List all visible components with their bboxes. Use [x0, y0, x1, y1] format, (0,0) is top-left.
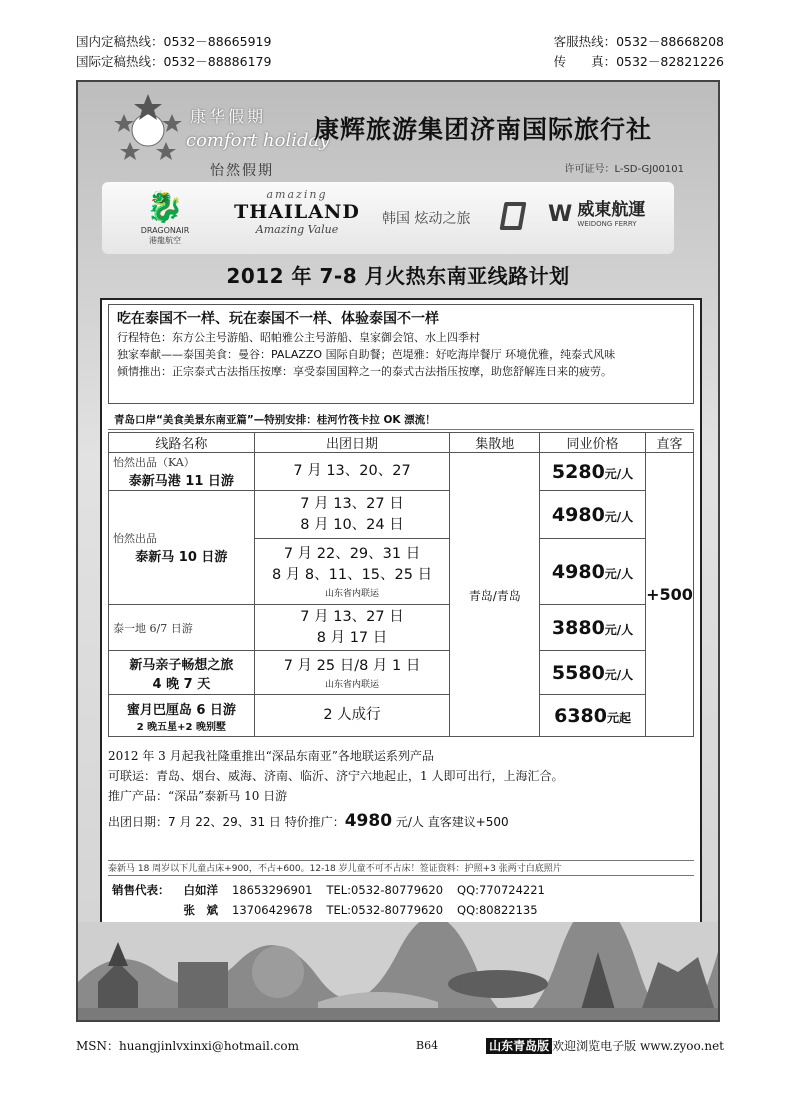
- special-notice: 青岛口岸“美食美景东南亚篇”—特别安排：桂河竹筏卡拉 OK 漂流！: [108, 410, 694, 430]
- route-name-cell: [109, 605, 255, 651]
- itinerary-features: 行程特色：东方公主号游船、昭帕雅公主号游船、皇家御会馆、水上四季村: [117, 331, 480, 344]
- advertisement: [76, 80, 720, 1022]
- promo-block: [108, 746, 694, 837]
- top-bar: [76, 32, 724, 72]
- edition-text: 欢迎浏览电子版 www.zyoo.net: [552, 1039, 724, 1053]
- edition-info: [486, 1036, 724, 1056]
- date-cell: 7 月 13、27 日 8 月 17 日: [254, 605, 450, 651]
- sales-label: 销售代表：: [112, 883, 170, 897]
- intl-hotline: 国际定稿热线：0532－88886179: [76, 54, 272, 69]
- thailand-logo: [232, 188, 362, 236]
- promo-dates-line: [108, 806, 694, 837]
- promo-line-1: 2012 年 3 月起我社隆重推出“深品东南亚”各地联运系列产品: [108, 749, 434, 763]
- col-departure-dates: 出团日期: [254, 433, 450, 453]
- promo-after-price: 元/人 直客建议+500: [392, 815, 509, 829]
- logo-english: comfort holiday: [186, 130, 330, 151]
- price-cell: 4980元/人: [540, 491, 646, 539]
- dragonair-logo: [130, 190, 200, 246]
- intro-box: [108, 304, 694, 404]
- meeting-point-cell: 青岛/青岛: [450, 453, 540, 737]
- table-row: [109, 491, 694, 539]
- route-table: [108, 432, 694, 737]
- table-row: [109, 453, 694, 491]
- photo-collage: [78, 922, 718, 1020]
- route-tag: 怡然出品: [113, 532, 157, 545]
- domestic-hotline: 国内定稿热线：0532－88665919: [76, 34, 272, 49]
- massage-feature: 倾情推出：正宗泰式古法指压按摩：享受泰国国粹之一的泰式古法指压按摩，助您舒解连日来的疲劳。: [117, 365, 612, 378]
- route-name-cell: [109, 491, 255, 605]
- date-cell: 7 月 25 日/8 月 1 日 山东省内联运: [254, 651, 450, 695]
- star-logo-icon: [112, 92, 184, 164]
- route-name: 泰新马 10 日游: [135, 550, 228, 565]
- headline: 2012 年 7-8 月火热东南亚线路计划: [226, 264, 570, 288]
- weidong-en: WEIDONG FERRY: [577, 220, 637, 228]
- route-name-cell: [109, 695, 255, 737]
- route-tag: 怡然出品（KA）: [113, 456, 195, 469]
- dragonair-name: DRAGONAIR: [140, 226, 190, 235]
- promo-dates-label: 出团日期：7 月 22、29、31 日 特价推广：: [108, 815, 345, 829]
- child-visa-note: 泰新马 18 周岁以下儿童占床+900，不占+600。12-18 岁儿童不可不占床！签证资料：护照+3 张两寸白底照片: [108, 860, 694, 876]
- msn-contact: MSN：huangjinlvxinxi@hotmail.com: [76, 1039, 299, 1053]
- price-cell: 3880元/人: [540, 605, 646, 651]
- route-tag: 泰一地 6/7 日游: [113, 621, 193, 635]
- table-row: [109, 695, 694, 737]
- footer: [76, 1036, 724, 1056]
- promo-line-2: 可联运：青岛、烟台、威海、济南、临沂、济宁六地起止，1 人即可出行，上海汇合。: [108, 769, 564, 783]
- korea-mark-icon: [500, 202, 527, 230]
- dragon-icon: 🐉: [146, 190, 184, 225]
- direct-price-cell: +500: [645, 453, 693, 737]
- logo-chinese: 康华假期: [190, 107, 267, 126]
- route-name: 泰新马港 11 日游: [128, 474, 234, 489]
- partner-logos: [102, 182, 674, 254]
- route-name-cell: [109, 453, 255, 491]
- price-cell: 5580元/人: [540, 651, 646, 695]
- col-direct-price: 直客: [645, 433, 693, 453]
- price-cell: 6380元起: [540, 695, 646, 737]
- fax-number: 传 真：0532－82821226: [553, 54, 724, 69]
- company-name: 康辉旅游集团济南国际旅行社: [314, 115, 653, 144]
- thailand-main: THAILAND: [234, 201, 360, 223]
- edition-tag: 山东青岛版: [486, 1038, 552, 1054]
- weidong-cn: 威東航運: [577, 200, 646, 220]
- route-name-cell: [109, 651, 255, 695]
- table-row: [109, 605, 694, 651]
- table-header-row: [109, 433, 694, 453]
- service-hotline: 客服热线：0532－88668208: [553, 34, 724, 49]
- hotlines-right: [554, 32, 724, 72]
- col-meeting-point: 集散地: [450, 433, 540, 453]
- brand-area: [78, 82, 718, 262]
- col-trade-price: 同业价格: [540, 433, 646, 453]
- license-number: 许可证号：L-SD-GJ00101: [564, 164, 684, 175]
- thailand-top: amazing: [266, 188, 328, 201]
- korea-logo-text: 韩国 炫动之旅: [382, 211, 471, 227]
- route-name: 蜜月巴厘岛 6 日游: [126, 702, 236, 718]
- slogan: 吃在泰国不一样、玩在泰国不一样、体验泰国不一样: [117, 311, 439, 327]
- contact-row: 张 斌 13706429678 TEL:0532-80779620 QQ:80822135: [183, 903, 538, 917]
- dragonair-name-cn: 港龍航空: [149, 236, 181, 245]
- page-number: B64: [416, 1039, 439, 1052]
- special-price: 4980: [344, 811, 393, 831]
- table-row: [109, 651, 694, 695]
- date-cell: 7 月 22、29、31 日 8 月 8、11、15、25 日 山东省内联运: [254, 539, 450, 605]
- hotlines-left: [76, 32, 271, 72]
- date-cell: 7 月 13、20、27: [254, 453, 450, 491]
- route-sub: 2 晚五星+2 晚别墅: [136, 721, 226, 733]
- col-route-name: 线路名称: [109, 433, 255, 453]
- weidong-logo: [548, 200, 645, 228]
- weidong-w-icon: W: [548, 201, 573, 227]
- promo-line-3: 推广产品：“深品”泰新马 10 日游: [108, 789, 288, 803]
- route-sub: 4 晚 7 天: [152, 676, 211, 692]
- price-cell: 4980元/人: [540, 539, 646, 605]
- date-cell: 7 月 13、27 日 8 月 10、24 日: [254, 491, 450, 539]
- contact-row: 销售代表： 白如洋 18653296901 TEL:0532-80779620 QQ:770724221: [112, 880, 559, 900]
- food-feature: 独家奉献——泰国美食：曼谷：PALAZZO 国际自助餐；芭堤雅：好吃海岸餐厅 环境优雅，纯泰式风味: [117, 348, 616, 361]
- price-cell: 5280元/人: [540, 453, 646, 491]
- route-panel: [100, 298, 702, 1016]
- thailand-sub: Amazing Value: [255, 223, 339, 236]
- date-cell: 2 人成行: [254, 695, 450, 737]
- route-name: 新马亲子畅想之旅: [129, 657, 234, 673]
- logo-subtitle: 怡然假期: [210, 163, 274, 179]
